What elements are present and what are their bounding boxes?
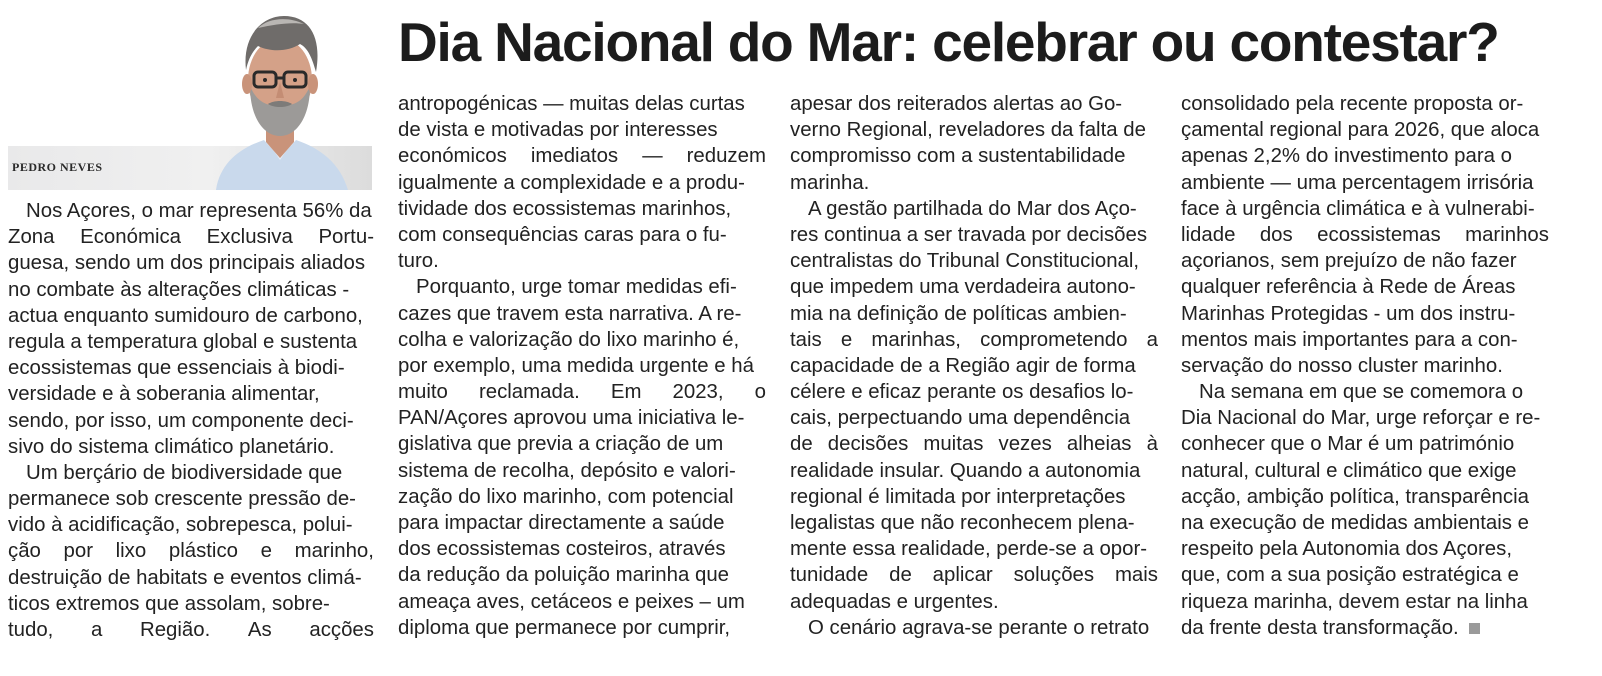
paragraph [790,196,1158,615]
text-line: turo. [398,250,439,273]
text-line: colha e valorização do lixo marinho é, [398,328,740,351]
text-line: A gestão partilhada do Mar dos Aço- [808,197,1137,220]
text-line: res continua a ser travada por decisões [790,223,1148,246]
text-line: sendo, por isso, um componente deci- [8,409,354,432]
text-line: que, com a sua posição estratégica e [1181,564,1519,587]
text-line: verno Regional, reveladores da falta de [790,119,1146,142]
text-line: célere e eficaz perante os desafios lo- [790,381,1134,404]
text-line: destruição de habitats e eventos climá- [8,566,362,589]
text-line: face à urgência climática e à vulnerabi- [1181,197,1535,220]
text-line: versidade e à soberania alimentar, [8,383,320,406]
text-line: por exemplo, uma medida urgente e há [398,354,754,377]
text-line: PAN/Açores aprovou uma iniciativa le- [398,407,745,430]
text-line: apesar dos reiterados alertas ao Go- [790,93,1123,115]
author-portrait [188,8,372,190]
text-line: Um berçário de biodiversidade que [26,461,343,484]
text-line: tunidade de aplicar soluções mais [790,564,1158,587]
text-line: conhecer que o Mar é um património [1181,433,1515,456]
text-line: ameaça aves, cetáceos e peixes – um [398,590,745,613]
text-line: Dia Nacional do Mar, urge reforçar e re- [1181,407,1541,430]
text-line: ticos extremos que assolam, sobre- [8,592,330,615]
text-line: que impedem uma verdadeira autono- [790,276,1136,299]
text-line: actua enquanto sumidouro de carbono, [8,304,363,327]
text-line: para impactar directamente a saúde [398,512,725,534]
text-line: centralistas do Tribunal Constitucional, [790,250,1140,273]
author-name: PEDRO NEVES [12,160,103,174]
column-2 [398,91,766,641]
column-3 [790,91,1158,641]
text-line: mentos mais importantes para a con- [1181,328,1518,351]
column-4 [1181,91,1549,641]
text-line: igualmente a complexidade e a produ- [398,171,745,194]
text-line: dos ecossistemas costeiros, através [398,538,726,561]
paragraph [398,91,766,274]
text-line: marinha. [790,171,870,194]
text-line: muito reclamada. Em 2023, o [398,381,766,404]
paragraph [1181,379,1549,641]
text-line: compromisso com a sustentabilidade [790,145,1126,168]
text-line: realidade insular. Quando a autonomia [790,459,1141,482]
text-line: tais e marinhas, comprometendo a [790,328,1158,351]
text-line: ambiente — uma percentagem irrisória [1181,171,1534,194]
column-1 [8,198,374,643]
text-line: Porquanto, urge tomar medidas efi- [416,276,737,299]
text-line: cazes que travem esta narrativa. A re- [398,302,742,325]
end-of-article-square-icon [1469,623,1480,634]
text-line: Marinhas Protegidas - um dos instru- [1181,302,1516,325]
text-line: regional é limitada por interpretações [790,485,1126,508]
text-line: permanece sob crescente pressão de- [8,488,356,511]
paragraph [790,91,1158,196]
text-line: cais, perpectuando uma dependência [790,407,1131,430]
text-line: çamental regional para 2026, que aloca [1181,119,1540,142]
text-line: legalistas que não reconhecem plena- [790,512,1135,534]
text-line: da redução da poluição marinha que [398,564,730,587]
text-line: na execução de medidas ambientais e [1181,512,1529,534]
text-line: sistema de recolha, depósito e valori- [398,459,736,482]
text-line: de vista e motivadas por interesses [398,119,718,142]
text-line: zação do lixo marinho, com potencial [398,485,734,508]
text-line: capacidade de a Região agir de forma [790,354,1136,377]
text-line: qualquer referência à Rede de Áreas [1181,276,1516,299]
text-line: apenas 2,2% do investimento para o [1181,145,1512,168]
text-line-content: da frente desta transformação. [1181,616,1459,639]
paragraph [8,198,374,460]
text-line: regula a temperatura global e sustenta [8,330,358,353]
text-line: no combate às alterações climáticas - [8,278,350,301]
text-line: Na semana em que se comemora o [1199,381,1524,404]
text-line: ção por lixo plástico e marinho, [8,540,374,563]
headline: Dia Nacional do Mar: celebrar ou contestar? [398,11,1499,73]
text-line: com consequências caras para o fu- [398,223,727,246]
text-line: sivo do sistema climático planetário. [8,435,335,458]
text-line: económicos imediatos — reduzem [398,145,766,168]
text-line: Nos Açores, o mar representa 56% da [26,200,372,222]
text-line: vido à acidificação, sobrepesca, polui- [8,514,353,537]
text-line: riqueza marinha, devem estar na linha [1181,590,1528,613]
paragraph [1181,91,1549,379]
text-line [1181,615,1549,641]
text-line: mia na definição de políticas ambien- [790,302,1127,325]
text-line: consolidado pela recente proposta or- [1181,93,1524,115]
text-line: ecossistemas que essenciais à biodi- [8,357,345,380]
text-line: tudo, a Região. As acções [8,619,374,641]
text-line: açorianos, sem prejuízo de não fazer [1181,250,1517,273]
paragraph [790,615,1158,641]
paragraph [398,274,766,641]
text-line: acção, ambição política, transparência [1181,485,1529,508]
text-line: natural, cultural e climático que exige [1181,459,1517,482]
text-line: respeito pela Autonomia dos Açores, [1181,538,1512,561]
text-line: de decisões muitas vezes alheias à [790,433,1158,456]
text-line: lidade dos ecossistemas marinhos [1181,223,1549,246]
paragraph [8,460,374,643]
text-line: Zona Económica Exclusiva Portu- [8,226,374,249]
text-line: antropogénicas — muitas delas curtas [398,93,745,115]
text-line: mente essa realidade, perde-se a opor- [790,538,1148,561]
text-line: guesa, sendo um dos principais aliados [8,252,366,275]
text-line: gislativa que previa a criação de um [398,433,724,456]
text-line: O cenário agrava-se perante o retrato [808,616,1150,639]
text-line: tividade dos ecossistemas marinhos, [398,197,732,220]
text-line: adequadas e urgentes. [790,590,999,613]
text-line: servação do nosso cluster marinho. [1181,354,1503,377]
text-line: diploma que permanece por cumprir, [398,616,731,639]
author-box [8,8,372,190]
